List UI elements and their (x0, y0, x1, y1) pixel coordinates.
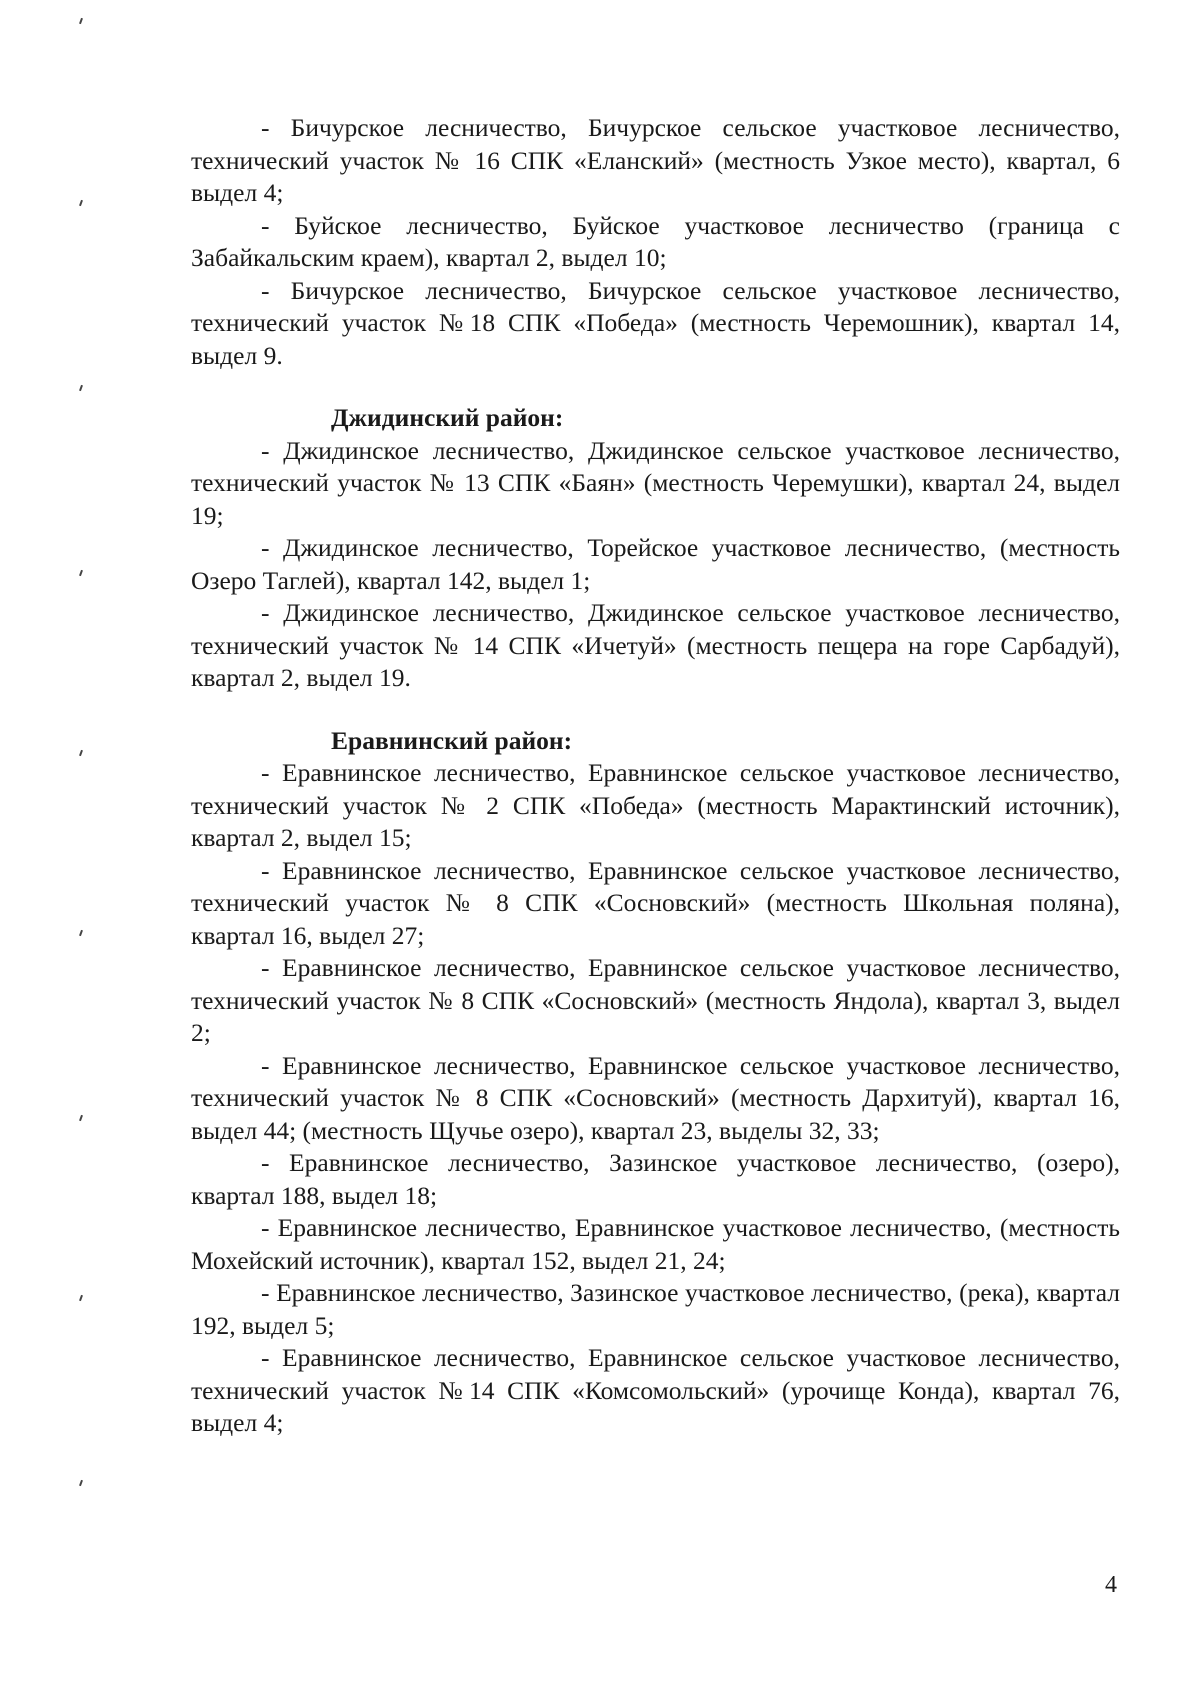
list-item: - Джидинское лесничество, Джидинское сельское участковое лесничество, технический участок № 13 СПК «Баян» (местность Черемушки), квартал 24, выдел 19; (191, 435, 1120, 530)
document-body (191, 112, 1120, 1440)
list-item: - Еравнинское лесничество, Еравнинское сельское участковое лесничество, технический участок № 2 СПК «Победа» (местность Марактинский источник), квартал 2, выдел 15; (191, 758, 1120, 852)
paragraph: - Бичурское лесничество, Бичурское сельское участковое лесничество, технический участок №18 СПК «Победа» (местность Черемошник), квартал 14, выдел 9. (191, 275, 1120, 370)
page-number: 4 (1105, 1572, 1117, 1598)
paragraph: - Буйское лесничество, Буйское участковое лесничество (граница с Забайкальским краем), квартал 2, выдел 10; (191, 210, 1120, 272)
intro-paragraphs (191, 112, 1120, 372)
list-item: - Джидинское лесничество, Торейское участковое лесничество, (местность Озеро Таглей), квартал 142, выдел 1; (191, 533, 1120, 595)
list-item: - Еравнинское лесничество, Еравнинское сельское участковое лесничество, технический участок № 8 СПК «Сосновский» (местность Дархитуй), квартал 16, выдел 44; (местность Щучье озеро), квартал 23, выделы 32, 33; (191, 1050, 1120, 1145)
section-dzhida (191, 402, 1120, 695)
list-item: - Еравнинское лесничество, Зазинское участковое лесничество, (река), квартал 192, выдел 5; (191, 1278, 1120, 1340)
paragraph: - Бичурское лесничество, Бичурское сельское участковое лесничество, технический участок № 16 СПК «Еланский» (местность Узкое место), квартал, 6 выдел 4; (191, 113, 1120, 207)
list-item: - Еравнинское лесничество, Еравнинское сельское участковое лесничество, технический участок №14 СПК «Комсомольский» (урочище Конда), квартал 76, выдел 4; (191, 1343, 1120, 1437)
list-item: - Еравнинское лесничество, Еравнинское сельское участковое лесничество, технический участок № 8 СПК «Сосновский» (местность Школьная поляна), квартал 16, выдел 27; (191, 855, 1120, 950)
section-heading: Еравнинский район: (331, 725, 573, 755)
list-item: - Еравнинское лесничество, Зазинское участковое лесничество, (озеро), квартал 188, выдел 18; (191, 1148, 1120, 1210)
section-eravna (191, 725, 1120, 1440)
list-item: - Еравнинское лесничество, Еравнинское участковое лесничество, (местность Мохейский источник), квартал 152, выдел 21, 24; (191, 1213, 1120, 1275)
list-item: - Еравнинское лесничество, Еравнинское сельское участковое лесничество, технический участок № 8 СПК «Сосновский» (местность Яндола), квартал 3, выдел 2; (191, 953, 1120, 1047)
section-heading: Джидинский район: (331, 403, 564, 432)
list-item: - Джидинское лесничество, Джидинское сельское участковое лесничество, технический участок № 14 СПК «Ичетуй» (местность пещера на горе Сарбадуй), квартал 2, выдел 19. (191, 598, 1120, 692)
